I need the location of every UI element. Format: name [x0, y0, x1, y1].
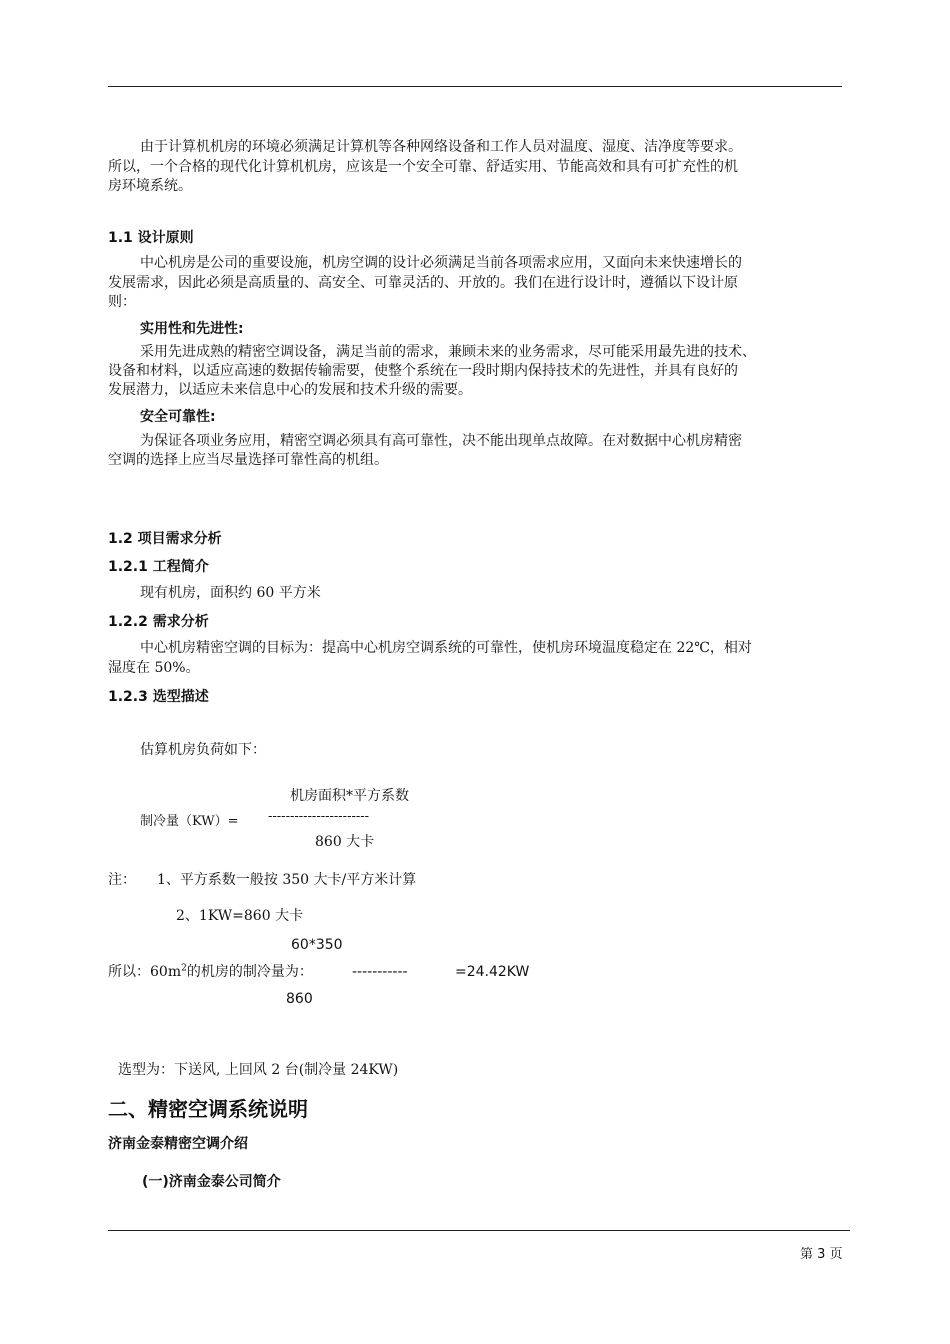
calc-numerator: 60*350 [291, 937, 343, 953]
intro-line-1: 由于计算机机房的环境必须满足计算机等各种网络设备和工作人员对温度、湿度、洁净度等要求。 [140, 139, 742, 155]
calc-dashes: ----------- [352, 964, 408, 980]
practicality-line-2: 设备和材料，以适应高速的数据传输需要，使整个系统在一段时期内保持技术的先进性，并具有良好的 [108, 363, 738, 379]
project-overview-text: 现有机房，面积约 60 平方米 [140, 585, 321, 601]
practicality-line-3: 发展潜力，以适应未来信息中心的发展和技术升级的需要。 [108, 382, 472, 398]
formula-numerator: 机房面积*平方系数 [290, 788, 409, 804]
calc-prefix: 所以：60m [108, 964, 182, 980]
section-2-subheading: 济南金泰精密空调介绍 [108, 1136, 248, 1152]
calc-superscript: 2 [181, 963, 187, 974]
s11-para-line-1: 中心机房是公司的重要设施，机房空调的设计必须满足当前各项需求应用，又面向未来快速增长的 [140, 255, 742, 271]
intro-line-3: 房环境系统。 [108, 178, 192, 194]
section-1-2-2-heading: 1.2.2 需求分析 [108, 614, 209, 630]
page-suffix: 页 [829, 1247, 843, 1262]
calc-suffix: 的机房的制冷量为： [186, 964, 313, 980]
page-number-value: 3 [817, 1247, 826, 1262]
section-1-1-heading: 1.1 设计原则 [108, 230, 194, 246]
section-1-2-3-heading: 1.2.3 选型描述 [108, 689, 209, 705]
page-prefix: 第 [800, 1247, 814, 1262]
subheading-practicality: 实用性和先进性: [140, 321, 244, 337]
company-intro-heading: (一)济南金泰公司简介 [142, 1174, 281, 1190]
formula-dashes: ----------------------- [268, 809, 370, 824]
selection-text: 选型为：下送风, 上回风 2 台(制冷量 24KW) [118, 1062, 399, 1078]
calc-line [108, 962, 313, 983]
calc-denominator: 860 [286, 991, 313, 1007]
page-number [800, 1243, 843, 1262]
section-2-heading: 二、精密空调系统说明 [108, 1097, 308, 1121]
footer-rule [108, 1230, 850, 1231]
header-rule [108, 86, 842, 87]
reliability-line-1: 为保证各项业务应用，精密空调必须具有高可靠性，决不能出现单点故障。在对数据中心机房精密 [140, 433, 742, 449]
subheading-reliability: 安全可靠性: [140, 409, 216, 425]
note-1: 1、平方系数一般按 350 大卡/平方米计算 [157, 872, 417, 888]
reliability-line-2: 空调的选择上应当尽量选择可靠性高的机组。 [108, 452, 388, 468]
requirement-line-1: 中心机房精密空调的目标为：提高中心机房空调系统的可靠性，使机房环境温度稳定在 22℃，相对 [140, 640, 752, 656]
formula-label: 制冷量（KW）= [140, 814, 239, 829]
s11-para-line-3: 则： [108, 294, 136, 310]
note-2: 2、1KW=860 大卡 [176, 908, 304, 924]
section-1-2-1-heading: 1.2.1 工程简介 [108, 559, 209, 575]
note-label: 注： [108, 872, 136, 888]
section-1-2-heading: 1.2 项目需求分析 [108, 531, 222, 547]
practicality-line-1: 采用先进成熟的精密空调设备，满足当前的需求，兼顾未来的业务需求，尽可能采用最先进的技术、 [140, 344, 756, 360]
formula-denominator: 860 大卡 [315, 834, 375, 850]
estimate-intro: 估算机房负荷如下： [140, 742, 266, 758]
calc-result: =24.42KW [455, 964, 530, 980]
requirement-line-2: 湿度在 50%。 [108, 660, 200, 676]
s11-para-line-2: 发展需求，因此必须是高质量的、高安全、可靠灵活的、开放的。我们在进行设计时，遵循以下设计原 [108, 275, 738, 291]
intro-line-2: 所以，一个合格的现代化计算机机房，应该是一个安全可靠、舒适实用、节能高效和具有可扩充性的机 [108, 159, 738, 175]
